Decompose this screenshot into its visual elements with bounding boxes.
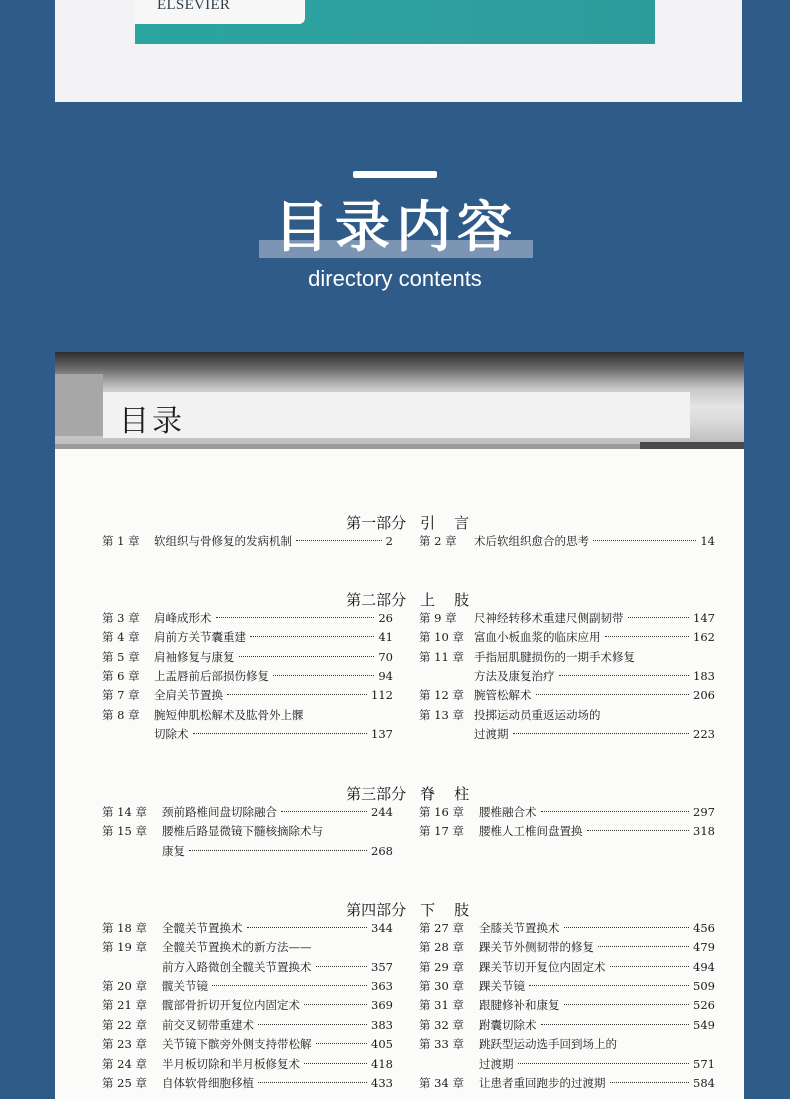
toc-entry[interactable] <box>419 977 715 996</box>
dot-leader <box>564 927 689 928</box>
chapter-number: 第 13 章 <box>419 708 464 722</box>
page-number: 479 <box>693 940 715 954</box>
dot-leader <box>564 1004 689 1005</box>
dot-leader <box>513 733 689 734</box>
dot-leader <box>518 1063 689 1064</box>
chapter-title: 髋部骨折切开复位内固定术 <box>162 998 300 1012</box>
part-number: 第三部分 <box>346 785 407 803</box>
cover-label-area <box>135 0 305 24</box>
toc-entry[interactable] <box>102 919 393 938</box>
chapter-title: 腰椎人工椎间盘置换 <box>479 824 583 838</box>
toc-entry[interactable] <box>102 1074 393 1093</box>
toc-entry[interactable] <box>419 706 715 725</box>
dot-leader <box>258 1024 367 1025</box>
dot-leader <box>541 1024 689 1025</box>
toc-entry[interactable] <box>102 822 393 841</box>
dot-leader <box>587 830 689 831</box>
toc-entry[interactable] <box>102 667 393 686</box>
chapter-title: 全髋关节置换术 <box>162 921 243 935</box>
toc-entry[interactable] <box>102 648 393 667</box>
page-number: 526 <box>693 998 715 1012</box>
dot-leader <box>541 811 689 812</box>
toc-entry[interactable] <box>419 919 715 938</box>
page-number: 584 <box>693 1076 715 1090</box>
page-number: 223 <box>693 727 715 741</box>
page-number: 112 <box>371 688 393 702</box>
dot-leader <box>316 1043 367 1044</box>
banner-box <box>103 392 690 438</box>
chapter-number: 第 21 章 <box>102 998 147 1012</box>
page-number: 244 <box>371 805 393 819</box>
dot-leader <box>258 1082 367 1083</box>
toc-entry[interactable] <box>419 1016 715 1035</box>
toc-page <box>55 352 744 1099</box>
chapter-number: 第 18 章 <box>102 921 147 935</box>
toc-entry[interactable] <box>102 938 393 957</box>
page-number: 383 <box>371 1018 393 1032</box>
toc-entry[interactable] <box>102 725 393 744</box>
page-number: 369 <box>371 998 393 1012</box>
chapter-number: 第 24 章 <box>102 1057 147 1071</box>
toc-entry[interactable] <box>419 609 715 628</box>
chapter-title: 腰椎后路显微镜下髓核摘除术与 <box>162 824 323 838</box>
dot-leader <box>610 1082 689 1083</box>
chapter-title: 踝关节外侧韧带的修复 <box>479 940 594 954</box>
toc-entry[interactable] <box>419 725 715 744</box>
toc-entry[interactable] <box>102 628 393 647</box>
dot-leader <box>212 985 367 986</box>
toc-entry[interactable] <box>102 609 393 628</box>
chapter-number: 第 32 章 <box>419 1018 464 1032</box>
chapter-number: 第 22 章 <box>102 1018 147 1032</box>
chapter-title: 全肩关节置换 <box>154 688 223 702</box>
chapter-number: 第 3 章 <box>102 611 140 625</box>
chapter-number: 第 30 章 <box>419 979 464 993</box>
book-cover-card <box>55 0 742 102</box>
page-number: 268 <box>371 844 393 858</box>
chapter-number: 第 17 章 <box>419 824 464 838</box>
chapter-title: 前方入路微创全髋关节置换术 <box>162 960 312 974</box>
chapter-title: 过渡期 <box>479 1057 514 1071</box>
chapter-title: 全膝关节置换术 <box>479 921 560 935</box>
page-number: 344 <box>371 921 393 935</box>
chapter-title: 肩袖修复与康复 <box>154 650 235 664</box>
chapter-title: 康复 <box>162 844 185 858</box>
chapter-number: 第 6 章 <box>102 669 140 683</box>
page-number: 2 <box>385 534 393 548</box>
page-number: 357 <box>371 960 393 974</box>
chapter-number: 第 25 章 <box>102 1076 147 1090</box>
chapter-title: 肩前方关节囊重建 <box>154 630 246 644</box>
toc-entry[interactable] <box>102 996 393 1015</box>
toc-entry[interactable] <box>419 667 715 686</box>
chapter-title: 手指屈肌腱损伤的一期手术修复 <box>474 650 635 664</box>
part-title: 下 肢 <box>420 901 472 919</box>
chapter-title: 富血小板血浆的临床应用 <box>474 630 601 644</box>
dot-leader <box>304 1063 367 1064</box>
chapter-title: 半月板切除和半月板修复术 <box>162 1057 300 1071</box>
dot-leader <box>239 656 374 657</box>
chapter-number: 第 9 章 <box>419 611 457 625</box>
toc-entry[interactable] <box>419 1074 715 1093</box>
toc-entry[interactable] <box>419 958 715 977</box>
dot-leader <box>193 733 367 734</box>
page-number: 549 <box>693 1018 715 1032</box>
chapter-title: 尺神经转移术重建尺侧副韧带 <box>474 611 624 625</box>
dot-leader <box>281 811 367 812</box>
chapter-title: 肩峰成形术 <box>154 611 212 625</box>
chapter-number: 第 10 章 <box>419 630 464 644</box>
toc-entry[interactable] <box>419 628 715 647</box>
page-number: 14 <box>700 534 715 548</box>
chapter-number: 第 27 章 <box>419 921 464 935</box>
chapter-number: 第 33 章 <box>419 1037 464 1051</box>
dot-leader <box>610 966 689 967</box>
chapter-number: 第 16 章 <box>419 805 464 819</box>
decorative-dash <box>353 171 437 178</box>
toc-entry[interactable] <box>102 1055 393 1074</box>
banner-left-block <box>55 374 103 436</box>
dot-leader <box>605 636 689 637</box>
toc-entry[interactable] <box>419 822 715 841</box>
chapter-number: 第 11 章 <box>419 650 464 664</box>
chapter-title: 颈前路椎间盘切除融合 <box>162 805 277 819</box>
toc-entry[interactable] <box>102 803 393 822</box>
chapter-number: 第 34 章 <box>419 1076 464 1090</box>
chapter-number: 第 1 章 <box>102 534 140 548</box>
page-number: 363 <box>371 979 393 993</box>
page-number: 571 <box>693 1057 715 1071</box>
dot-leader <box>559 675 689 676</box>
chapter-title: 自体软骨细胞移植 <box>162 1076 254 1090</box>
chapter-title: 让患者重回跑步的过渡期 <box>479 1076 606 1090</box>
dot-leader <box>593 540 696 541</box>
chapter-title: 跟腱修补和康复 <box>479 998 560 1012</box>
chapter-number: 第 5 章 <box>102 650 140 664</box>
dot-leader <box>227 694 367 695</box>
page-number: 494 <box>693 960 715 974</box>
toc-entry[interactable] <box>102 842 393 861</box>
toc-entry[interactable] <box>419 938 715 957</box>
chapter-number: 第 4 章 <box>102 630 140 644</box>
dot-leader <box>536 694 689 695</box>
chapter-number: 第 8 章 <box>102 708 140 722</box>
toc-entry[interactable] <box>419 803 715 822</box>
toc-entry[interactable] <box>419 996 715 1015</box>
toc-entry[interactable] <box>102 1016 393 1035</box>
page-number: 70 <box>378 650 393 664</box>
chapter-title: 过渡期 <box>474 727 509 741</box>
page-number: 162 <box>693 630 715 644</box>
page-number: 418 <box>371 1057 393 1071</box>
part-number: 第一部分 <box>346 514 407 532</box>
dot-leader <box>216 617 374 618</box>
toc-entry[interactable] <box>419 532 715 551</box>
chapter-number: 第 20 章 <box>102 979 147 993</box>
part-title: 脊 柱 <box>420 785 472 803</box>
toc-entry[interactable] <box>419 1055 715 1074</box>
page-number: 137 <box>371 727 393 741</box>
chapter-title: 切除术 <box>154 727 189 741</box>
dot-leader <box>304 1004 367 1005</box>
page-number: 94 <box>378 669 393 683</box>
chapter-number: 第 23 章 <box>102 1037 147 1051</box>
part-number: 第四部分 <box>346 901 407 919</box>
part-number: 第二部分 <box>346 591 407 609</box>
page-number: 405 <box>371 1037 393 1051</box>
dot-leader <box>316 966 367 967</box>
publisher-logo-text: ELSEVIER <box>157 0 231 13</box>
page-number: 318 <box>693 824 715 838</box>
section-subtitle: directory contents <box>308 266 482 291</box>
chapter-number: 第 15 章 <box>102 824 147 838</box>
page-number: 433 <box>371 1076 393 1090</box>
toc-entry[interactable] <box>102 686 393 705</box>
toc-entry[interactable] <box>419 686 715 705</box>
toc-entry[interactable] <box>102 977 393 996</box>
chapter-title: 腕短伸肌松解术及肱骨外上髁 <box>154 708 304 722</box>
chapter-title: 前交叉韧带重建术 <box>162 1018 254 1032</box>
chapter-title: 跗囊切除术 <box>479 1018 537 1032</box>
section-title: 目录内容 <box>273 195 518 259</box>
dot-leader <box>529 985 689 986</box>
dot-leader <box>250 636 374 637</box>
dot-leader <box>296 540 382 541</box>
chapter-number: 第 31 章 <box>419 998 464 1012</box>
part-title: 上 肢 <box>420 591 472 609</box>
page-number: 297 <box>693 805 715 819</box>
chapter-number: 第 2 章 <box>419 534 457 548</box>
chapter-title: 软组织与骨修复的发病机制 <box>154 534 292 548</box>
page-number: 183 <box>693 669 715 683</box>
page-number: 509 <box>693 979 715 993</box>
dot-leader <box>628 617 689 618</box>
chapter-number: 第 7 章 <box>102 688 140 702</box>
chapter-number: 第 19 章 <box>102 940 147 954</box>
part-title: 引 言 <box>420 514 472 532</box>
chapter-title: 踝关节切开复位内固定术 <box>479 960 606 974</box>
chapter-title: 关节镜下髌旁外侧支持带松解 <box>162 1037 312 1051</box>
chapter-number: 第 29 章 <box>419 960 464 974</box>
toc-entry[interactable] <box>102 532 393 551</box>
page-number: 26 <box>378 611 393 625</box>
chapter-title: 投掷运动员重返运动场的 <box>474 708 601 722</box>
chapter-number: 第 12 章 <box>419 688 464 702</box>
dot-leader <box>189 850 367 851</box>
page-number: 206 <box>693 688 715 702</box>
page-number: 41 <box>378 630 393 644</box>
page-number: 456 <box>693 921 715 935</box>
dot-leader <box>598 946 689 947</box>
chapter-title: 髋关节镜 <box>162 979 208 993</box>
toc-entry[interactable] <box>419 648 715 667</box>
chapter-title: 腰椎融合术 <box>479 805 537 819</box>
page-heading: 目录 <box>119 404 185 439</box>
toc-entry[interactable] <box>419 1035 715 1054</box>
chapter-title: 方法及康复治疗 <box>474 669 555 683</box>
chapter-title: 上盂唇前后部损伤修复 <box>154 669 269 683</box>
toc-entry[interactable] <box>102 1035 393 1054</box>
chapter-number: 第 28 章 <box>419 940 464 954</box>
chapter-title: 全髋关节置换术的新方法—— <box>162 940 312 954</box>
chapter-number: 第 14 章 <box>102 805 147 819</box>
chapter-title: 跳跃型运动选手回到场上的 <box>479 1037 617 1051</box>
toc-entry[interactable] <box>102 706 393 725</box>
toc-entry[interactable] <box>102 958 393 977</box>
book-cover <box>135 0 655 44</box>
dot-leader <box>247 927 367 928</box>
chapter-title: 术后软组织愈合的思考 <box>474 534 589 548</box>
banner-rule-dark <box>640 442 744 449</box>
dot-leader <box>273 675 374 676</box>
chapter-title: 腕管松解术 <box>474 688 532 702</box>
chapter-title: 踝关节镜 <box>479 979 525 993</box>
page-number: 147 <box>693 611 715 625</box>
